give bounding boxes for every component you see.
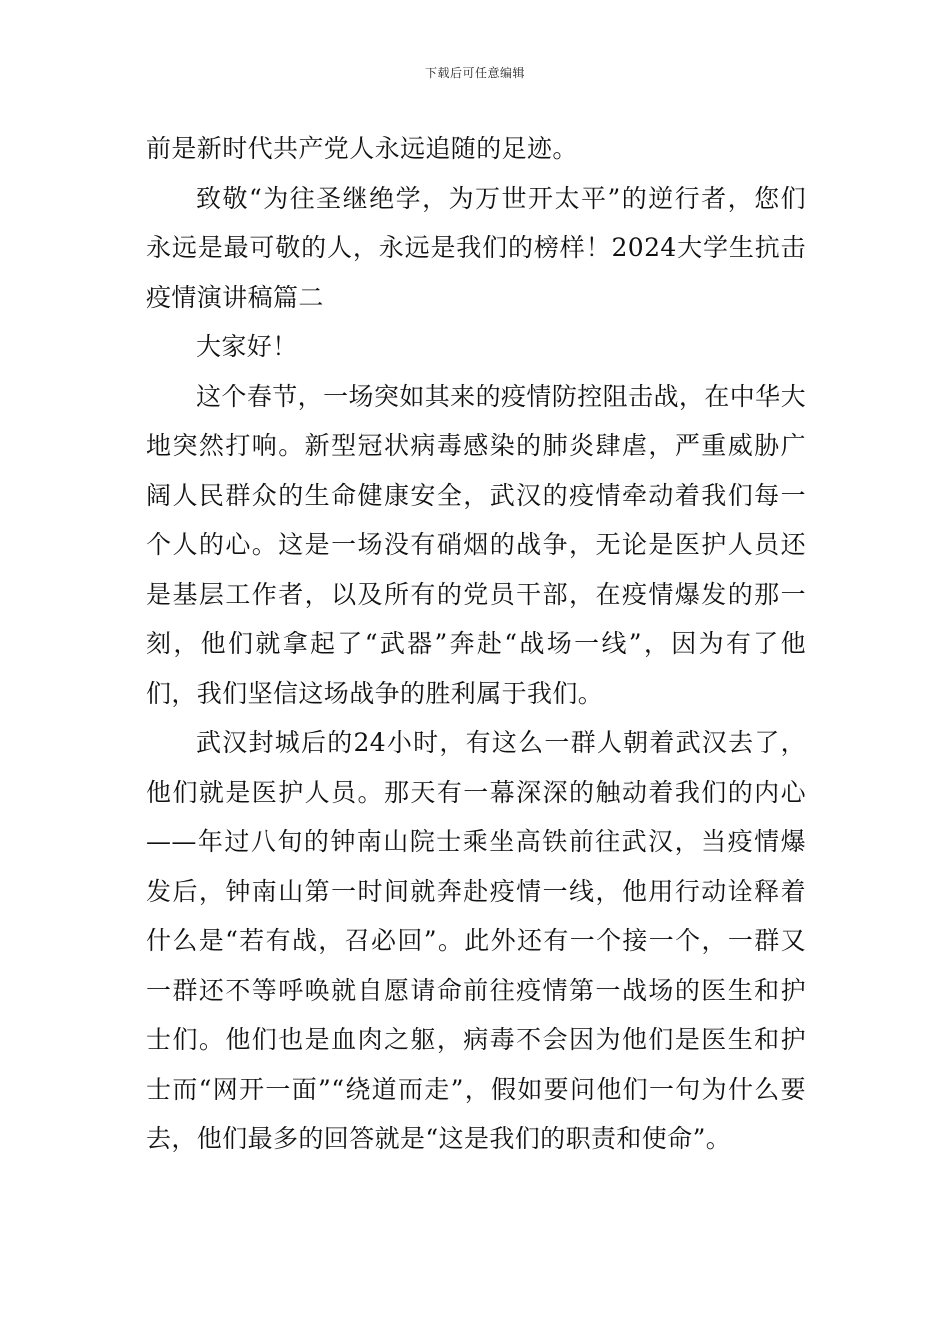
document-body [146, 124, 806, 1164]
header-note: 下载后可任意编辑 [424, 66, 525, 80]
paragraph-tribute: 致敬“为往圣继绝学，为万世开太平”的逆行者，您们永远是最可敬的人，永远是我们的榜样！2024大学生抗击疫情演讲稿篇二 [146, 183, 806, 312]
paragraph-continuation: 前是新时代共产党人永远追随的足迹。 [146, 134, 578, 163]
paragraph-spring-festival: 这个春节，一场突如其来的疫情防控阻击战，在中华大地突然打响。新型冠状病毒感染的肺炎肆虐，严重威胁广阔人民群众的生命健康安全，武汉的疫情牵动着我们每一个人的心。这是一场没有硝烟的战争，无论是医护人员还是基层工作者，以及所有的党员干部，在疫情爆发的那一刻，他们就拿起了“武器”奔赴“战场一线”，因为有了他们，我们坚信这场战争的胜利属于我们。 [146, 381, 806, 708]
paragraph-wuhan-lockdown: 武汉封城后的24小时，有这么一群人朝着武汉去了，他们就是医护人员。那天有一幕深深的触动着我们的内心——年过八旬的钟南山院士乘坐高铁前往武汉，当疫情爆发后，钟南山第一时间就奔赴疫情一线，他用行动诠释着什么是“若有战，召必回”。此外还有一个接一个，一群又一群还不等呼唤就自愿请命前往疫情第一战场的医生和护士们。他们也是血肉之躯，病毒不会因为他们是医生和护士而“网开一面”“绕道而走”，假如要问他们一句为什么要去，他们最多的回答就是“这是我们的职责和使命”。 [146, 728, 806, 1153]
paragraph-greeting: 大家好！ [196, 332, 298, 361]
